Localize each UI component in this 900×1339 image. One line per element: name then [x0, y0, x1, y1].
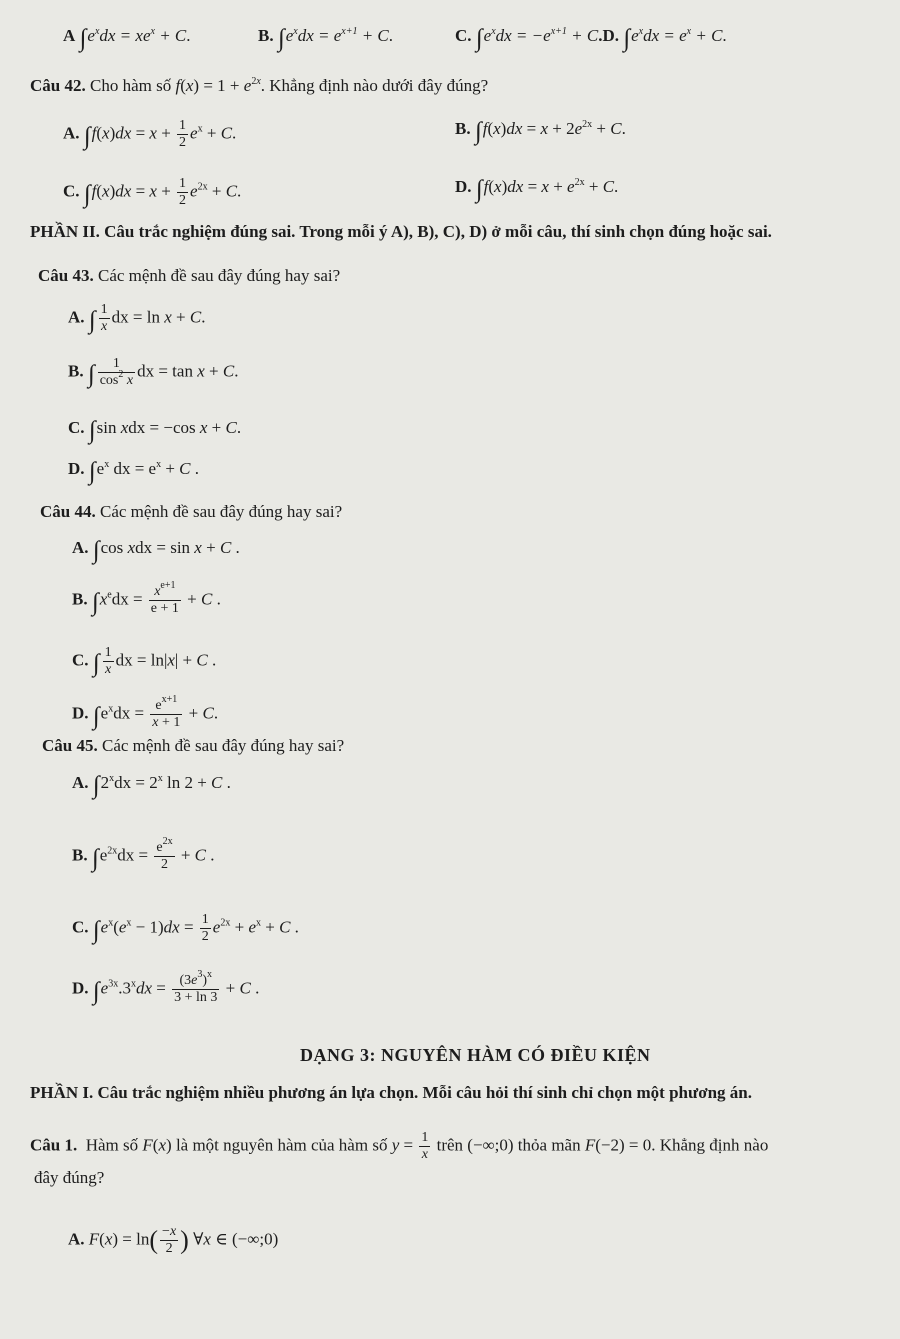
q43-statement-a: A. ∫ $\frac{1}{x}$ dx = ln x + C.	[68, 302, 206, 335]
part-1-heading: PHẦN I. Câu trắc nghiệm nhiều phương án lựa chọn. Mỗi câu hỏi thí sinh chỉ chọn một phương án.	[30, 1083, 753, 1102]
option-label: B.	[68, 361, 84, 381]
q45-statement-d: D. $\int e^{3x}.3^xdx$ = $\frac{(3e^3)^x}{3 + \ln 3}$ + C .	[72, 969, 260, 1006]
option-label: D.	[455, 177, 472, 196]
q45-statement-a: A. $\int 2^xdx = 2^x$ ln 2 + C .	[72, 772, 231, 799]
option-label: B.	[72, 845, 88, 865]
q44-statement-a: A. ∫cos xdx = sin x + C .	[72, 537, 240, 564]
q44-stem	[40, 502, 342, 522]
option-label: A.	[63, 123, 80, 143]
section-title: DẠNG 3: NGUYÊN HÀM CÓ ĐIỀU KIỆN	[300, 1045, 651, 1065]
question-text: Cho hàm số	[89, 76, 172, 95]
question-number: Câu 44.	[40, 502, 96, 521]
q45-statement-b: B. $\int e^{2x}dx$ = $\frac{e^{2x}}{2}$ + C .	[72, 836, 215, 873]
option-label: C.	[455, 26, 472, 45]
q42-option-d: D. $\int f(x)dx = x + e^{2x} + C$.	[455, 176, 619, 203]
option-label: D.	[72, 703, 89, 723]
q42-option-a: A. ∫f(x)dx = x + $\frac{1}{2}$ $e^x + C$.	[63, 118, 237, 151]
q44-statement-b: B. $\int x^edx$ = $\frac{x^{e+1}}{e + 1}$ + C .	[72, 580, 221, 617]
option-label: A.	[68, 1229, 85, 1249]
q42-option-c: C. ∫f(x)dx = x + $\frac{1}{2}$ $e^{2x} + C$.	[63, 176, 242, 209]
q43-statement-b: B. ∫ $\frac{1}{\cos^2 x}$ dx = tan x + C.	[68, 356, 239, 389]
q42-stem: Câu 42. Cho hàm số $f(x) = 1 + e^{2x}$. Khẳng định nào dưới đây đúng?	[30, 76, 489, 95]
q41-option-a: A $\int e^xdx = xe^x + C$.	[63, 25, 191, 52]
question-text: Các mệnh đề sau đây đúng hay sai?	[99, 502, 343, 521]
question-text: Hàm số	[85, 1135, 139, 1155]
q43-statement-c: C. ∫sin xdx = −cos x + C.	[68, 417, 242, 444]
question-number: Câu 42.	[30, 76, 86, 95]
question-text: . Khẳng định nào dưới đây đúng?	[260, 76, 489, 95]
question-text: là một nguyên hàm của hàm số	[175, 1135, 388, 1155]
q45-stem	[42, 736, 344, 756]
option-label: C.	[72, 650, 89, 670]
question-text: trên	[436, 1135, 464, 1155]
option-label: A.	[68, 307, 85, 327]
option-label: A	[63, 26, 76, 45]
option-label: B.	[258, 26, 274, 45]
q43-stem	[38, 266, 340, 286]
question-text: thỏa mãn	[517, 1135, 581, 1155]
q44-statement-d: D. $\int e^xdx$ = $\frac{e^{x+1}}{x + 1}$ + C.	[72, 694, 219, 731]
question-number: Câu 45.	[42, 736, 98, 755]
option-label: A.	[72, 538, 89, 557]
option-label: D.	[68, 459, 85, 478]
option-label: C.	[63, 181, 80, 201]
q42-option-b: B. $\int f(x)dx = x + 2e^{2x} + C$.	[455, 118, 626, 145]
part-2-heading: PHẦN II. Câu trắc nghiệm đúng sai. Trong mỗi ý A), B), C), D) ở mỗi câu, thí sinh chọn đúng hoặc sai.	[30, 222, 772, 241]
option-label: B.	[455, 119, 471, 138]
q1-option-a: A. F(x) = ln( $\frac{-x}{2}$ ) ∀x ∈ (−∞;0)	[68, 1224, 279, 1257]
q45-statement-c: C. $\int e^x(e^x - 1)dx$ = $\frac{1}{2}$ $e^{2x} + e^x + C$ .	[72, 912, 299, 945]
q1-stem: Câu 1. Hàm số F(x) là một nguyên hàm của hàm số y = $\frac{1}{x}$ trên (−∞;0) thỏa mãn F(−2) = 0. Khẳng định nào	[30, 1130, 769, 1163]
question-text: . Khẳng định nào	[651, 1135, 769, 1155]
option-label: B.	[72, 589, 88, 609]
option-label: A.	[72, 773, 89, 792]
q41-option-b: B. $\int e^xdx = e^{x+1} + C$.	[258, 25, 394, 52]
option-label: D.	[72, 978, 89, 998]
q1-stem-line2: đây đúng?	[34, 1168, 105, 1187]
q44-statement-c: C. ∫ $\frac{1}{x}$ dx = ln|x| + C .	[72, 645, 217, 678]
question-number: Câu 1.	[30, 1135, 78, 1155]
question-text: Các mệnh đề sau đây đúng hay sai?	[101, 736, 345, 755]
option-label: .D.	[598, 26, 619, 45]
option-label: C.	[72, 917, 89, 937]
q43-statement-d: D. $\int e^x$ dx = $e^x + C$ .	[68, 458, 200, 485]
question-number: Câu 43.	[38, 266, 94, 285]
question-text: Các mệnh đề sau đây đúng hay sai?	[97, 266, 341, 285]
option-label: C.	[68, 418, 85, 437]
q41-option-c-d: C. $\int e^xdx = -e^{x+1} + C.D$. $\int e^xdx = e^x + C$.	[455, 25, 727, 52]
